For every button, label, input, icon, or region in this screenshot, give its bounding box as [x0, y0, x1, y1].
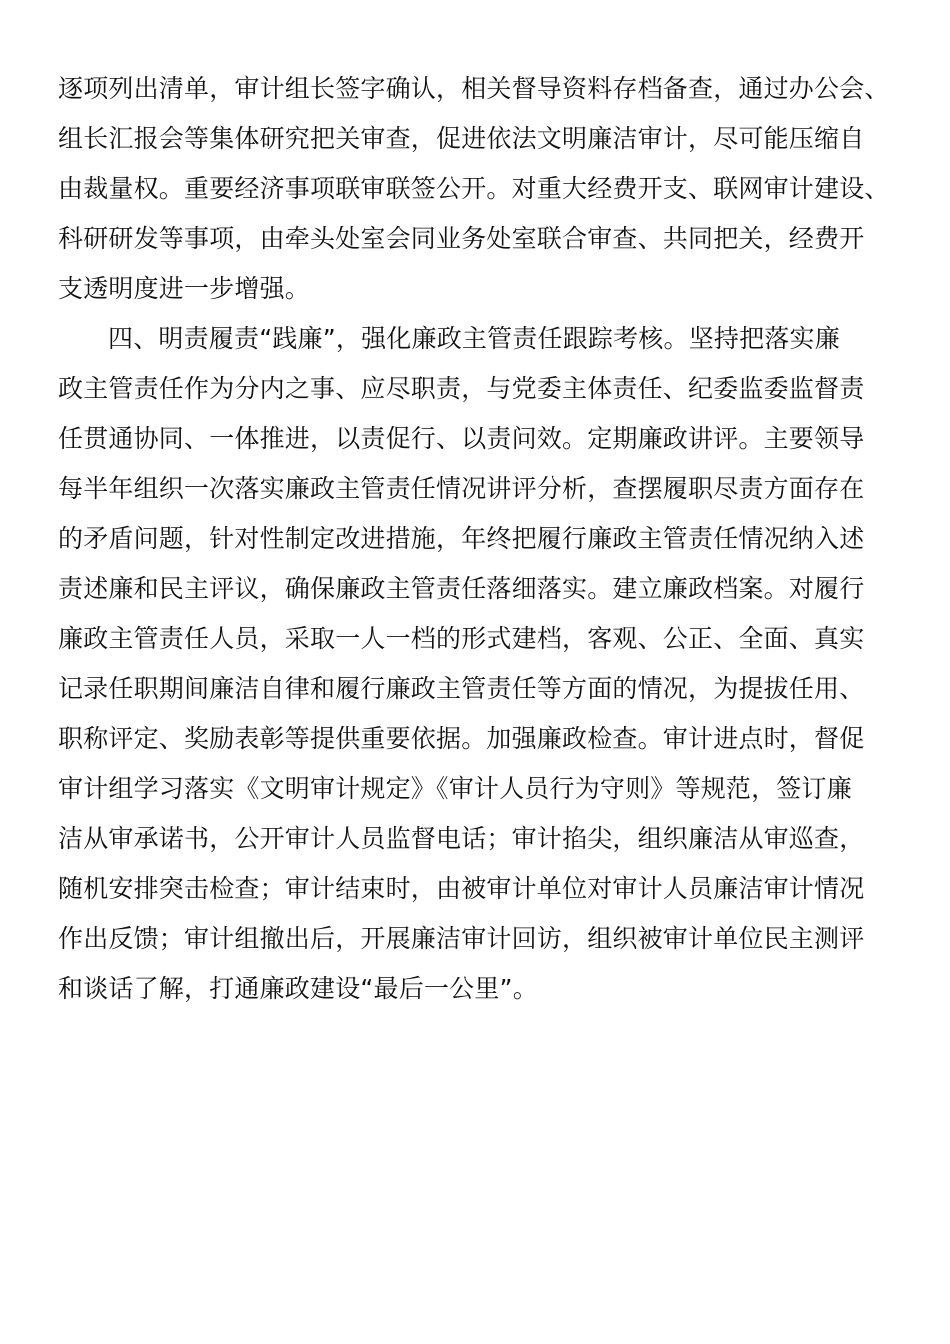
text-line: 责述廉和民主评议，确保廉政主管责任落细落实。建立廉政档案。对履行 — [58, 574, 865, 603]
text-line: 职称评定、奖励表彰等提供重要依据。加强廉政检查。审计进点时，督促 — [58, 724, 865, 753]
text-line: 由裁量权。重要经济事项联审联签公开。对重大经费开支、联网审计建设、 — [58, 174, 890, 203]
text-line: 的矛盾问题，针对性制定改进措施，年终把履行廉政主管责任情况纳入述 — [58, 524, 865, 553]
text-line: 作出反馈；审计组撤出后，开展廉洁审计回访，组织被审计单位民主测评 — [58, 924, 865, 953]
paragraph-continued — [58, 64, 888, 314]
text-line: 和谈话了解，打通廉政建设“最后一公里”。 — [58, 974, 538, 1003]
text-line: 支透明度进一步增强。 — [58, 274, 311, 303]
text-line: 洁从审承诺书，公开审计人员监督电话；审计掐尖，组织廉洁从审巡查， — [58, 824, 865, 853]
text-line: 记录任职期间廉洁自律和履行廉政主管责任等方面的情况，为提拔任用、 — [58, 674, 865, 703]
text-line: 审计组学习落实《文明审计规定》《审计人员行为守则》等规范，签订廉 — [58, 774, 852, 803]
text-line: 政主管责任作为分内之事、应尽职责，与党委主体责任、纪委监委监督责 — [58, 374, 865, 403]
text-line: 科研研发等事项，由牵头处室会同业务处室联合审查、共同把关，经费开 — [58, 224, 865, 253]
text-line: 随机安排突击检查；审计结束时，由被审计单位对审计人员廉洁审计情况 — [58, 874, 865, 903]
text-line: 逐项列出清单，审计组长签字确认，相关督导资料存档备查，通过办公会、 — [58, 74, 890, 103]
paragraph-heading-line: 四、明责履责“践廉”，强化廉政主管责任跟踪考核。坚持把落实廉 — [108, 324, 840, 353]
text-line: 每半年组织一次落实廉政主管责任情况讲评分析，查摆履职尽责方面存在 — [58, 474, 865, 503]
text-line: 组长汇报会等集体研究把关审查，促进依法文明廉洁审计，尽可能压缩自 — [58, 124, 865, 153]
text-line: 任贯通协同、一体推进，以责促行、以责问效。定期廉政讲评。主要领导 — [58, 424, 865, 453]
paragraph-four — [58, 314, 888, 1014]
text-line: 廉政主管责任人员，采取一人一档的形式建档，客观、公正、全面、真实 — [58, 624, 865, 653]
document-body — [58, 64, 888, 1014]
